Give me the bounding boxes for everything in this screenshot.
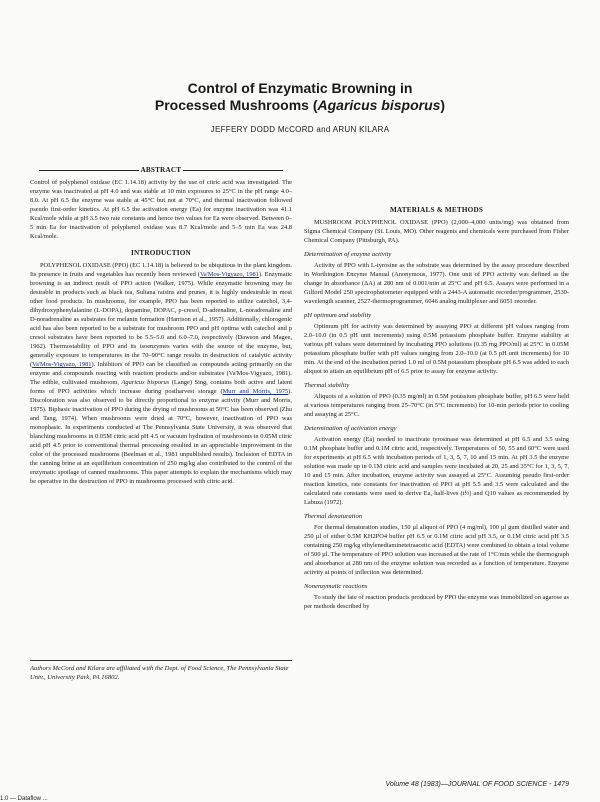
edge-text: 1.0 — Dataflow ... — [0, 796, 48, 802]
methods-paragraph: MUSHROOM POLYPHENOL OXIDASE (PPO) (2,000–4,000 units/mg) was obtained from Sigma Chemical Company (St. Louis, MO). Other reagents and chemicals were purchased from Fisher Chemical Company (Pittsburgh, PA). — [304, 219, 569, 244]
methods-heading: MATERIALS & METHODS — [389, 206, 484, 214]
subheading-thermal-stability: Thermal stability — [304, 382, 350, 389]
paper-title — [0, 80, 600, 114]
right-column — [304, 160, 569, 611]
left-column — [30, 160, 292, 486]
title-line-1: Control of Enzymatic Browning in — [187, 80, 413, 96]
introduction-heading: INTRODUCTION — [131, 249, 191, 257]
methods-paragraph: Optimum pH for activity was determined by assaying PPO at different pH values ranging from 2.0–10.0 (in 0.5 pH unit increments) using 0.5M potassium phosphate buffer. Enzyme stability at various pH values were determined by incubating PPO solutions (0.35 mg PPO/ml) at 25°C in 0.05M potassium phosphate buffer with pH values ranging from 2.0–10.0 (at 0.5 pH unit increments) for 10 min. At the end of the incubation period 1.0 ml of 0.5M potassium phosphate pH 6.5 was added to each aliquot to attain an equilibrium pH of 6.5 prior to assay for enzyme activity. — [304, 323, 569, 375]
subheading-activation-energy: Determination of activation energy — [304, 425, 397, 432]
methods-paragraph: Activation energy (Ea) needed to inactivate tyrosinase was determined at pH 6.5 and 3.5 using 0.1M phosphate buffer and 0.1M citric acid, respectively. Temperatures of 50, 55 and 60°C were used for experiments at pH 6.5 with incubation periods of 1, 3, 5, 7, 10 and 15 min. At pH 3.5 the enzyme solution was made up in 0.1M citric acid and samples were incubated at 20, 25 and 35°C for 1, 3, 5, 7, 10 and 15 min. After incubation, enzyme activity was assayed at 25°C. Assuming pseudo first-order reaction kinetics, rate constants for inactivation of PPO at pH 5.5 and 3.5 were calculated and the calculated rate constants were used to derive Ea, half-lives (t½) and Q10 values as recommended by Labuza (1972). — [304, 436, 569, 506]
methods-paragraph: Activity of PPO with L-tyrosine as the substrate was determined by the assay procedure described in Worthington Enzyme Manual (Anonymous, 1977). One unit of PPO activity was defined as the change in absorbance (ΔA) at 280 nm of 0.001/min at 25°C and pH 6.5. Assays were performed in a Gilford Model 250 spectrophotometer equipped with a 2443-A automatic recorder/programmer, 2530-wavelength scanner, 2527-thermoprogrammer, 6046 analog multiplexer and 6051 recorder. — [304, 262, 569, 305]
subheading-ph-optimum: pH optimum and stability — [304, 312, 372, 319]
author-affiliation-footnote: Authors McCord and Kilara are affiliated with the Dept. of Food Science, The Pennsylvania State Univ., University Park, PA 16802. — [30, 660, 292, 682]
subheading-nonenzymatic: Nonenzymatic reactions — [304, 583, 368, 590]
title-line-2: Processed Mushrooms (Agaricus bisporus) — [154, 97, 446, 113]
methods-paragraph: For thermal denaturation studies, 150 µl aliquot of PPO (4 mg/ml), 100 µl gum distilled water and 250 µl of either 0.5M KH2PO4 buffer pH 6.5 or 0.1M citric acid pH 3.5, or 0.1M citric acid pH 3.5 containing 250 mg/kg ethylenediaminetetraacetic acid (EDTA) were combined to obtain a total volume of 500 µl. The temperature of PPO solution was increased at the rate of 1°C/min while the thermograph and absorbance at 280 nm of the enzyme solution was recorded as a function of temperature. Enzyme activity at points of inflection was determined. — [304, 524, 569, 576]
abstract-text: Control of polyphenol oxidase (EC 1.14.18) activity by the use of citric acid was investigated. The enzyme was inactivated at pH 4.0 and was stable at 10 min exposures to 25°C in the pH range 4.0–8.0. At pH 6.5 the enzyme was stable at 45°C but not at 70°C, and thermal inactivation followed pseudo first-order kinetics. At pH 6.5 the activation energy (Ea) for enzyme inactivation was 41.1 Kcal/mole while at pH 3.5 two rate constants and hence two values for Ea were observed. Between 0–5 min Ea for inactivation of polyphenol oxidase was 8.7 Kcal/mole and 5–5 min Ea was 24.8 Kcal/mole. — [30, 179, 292, 240]
author-line: JEFFERY DODD McCORD and ARUN KILARA — [210, 125, 390, 134]
reference-link[interactable]: Murr and Morris, 1975 — [222, 388, 289, 395]
reference-link[interactable]: Va'Mos-Vigyazo, 1981 — [32, 361, 92, 368]
reference-link[interactable]: Va'Mos-Vigyazo, 1981 — [199, 271, 259, 278]
subheading-enzyme-activity: Determination of enzyme activity — [304, 251, 392, 258]
methods-paragraph: To study the fate of reaction products produced by PPO the enzyme was immobilized on agarose as per methods described by — [304, 594, 569, 610]
introduction-text: POLYPHENOL OXIDASE (PPO) (EC 1.14.18) is believed to be ubiquitous in the plant kingdom. Its presence in fruits and vegetables has recently been reviewed (Va'Mos-Vigyazo, 1981). Enzymatic browning is an indirect result of PPO action (Walker, 1975). While enzymatic browning may be desirable in products such as black tea, Sultana raisins and prunes, it is highly undesirable in most other food products. In mushrooms, for example, PPO has been reported to utilize catechol, 3,4-dihydroxyphenylalanine (L-DOPA), dopamine, DOPAC, p-cresol, D-adrenaline, L-noradrenaline and D-noradrenaline as substrates for melanin formation (Harrison et al., 1957). Additionally, chlorogenic acid has also been reported to be a substrate for mushroom PPO and pH optima with catechol and p cresol substrates have been reported to be 5.5–5.0 and 6.0–7.0, respectively (Dawson and Magee, 1962). Thermostability of PPO and its isoenzymes varies with the source of the enzyme, but, generally exposure to temperatures in the 70–90°C range results in destruction of catalytic activity (Va'Mos-Vigyazo, 1981). Inhibitors of PPO can be classified as compounds acting primarily on the enzyme and compounds reacting with reaction products and/or substrates (Va'Mos-Vigyazo, 1981). The edible, cultivated mushroom, Agaricus bisporus (Lange) Sing, contains both active and latent forms of PPO activities which increase during postharvest storage (Murr and Morris, 1975). Discoloration was also observed to be directly proportional to enzyme activity (Murr and Morris, 1975). Biphasic inactivation of PPO during the drying of mushrooms at 50°C has been observed (Zhu and Tang, 1974). When mushrooms were dried at 70°C, however, inactivation of PPO was monophasic. In experiments conducted at The Pennsylvania State University, it was observed that blanching mushrooms in 0.05M citric acid pH 4.5 or vacuum hydration of mushrooms in 0.05M citric acid pH 4.5 prior to conventional thermal processing resulted in an appreciable improvement in the color of the processed mushrooms (Beelman et al., 1981 unpublished results). Inclusion of EDTA in the canning brine at an equilibrium concentration of 250 mg/kg also contributed to the control of the enzymatic spoilage of canned mushrooms. This paper attempts to explain the mechanisms which may be operative in the destruction of PPO in mushrooms processed with citric acid. — [30, 262, 292, 485]
subheading-thermal-denaturation: Thermal denaturation — [304, 513, 363, 520]
running-footer: Volume 48 (1983)—JOURNAL OF FOOD SCIENCE - 1479 — [385, 781, 569, 788]
methods-paragraph: Aliquots of a solution of PPO (0.35 mg/ml) in 0.5M potassium phosphate buffer, pH 6.5 were held at various temperatures ranging from 25–70°C (in 5°C increments) for 10-min periods prior to cooling and assaying at 25°C. — [304, 393, 569, 418]
abstract-heading: ABSTRACT — [30, 166, 292, 175]
